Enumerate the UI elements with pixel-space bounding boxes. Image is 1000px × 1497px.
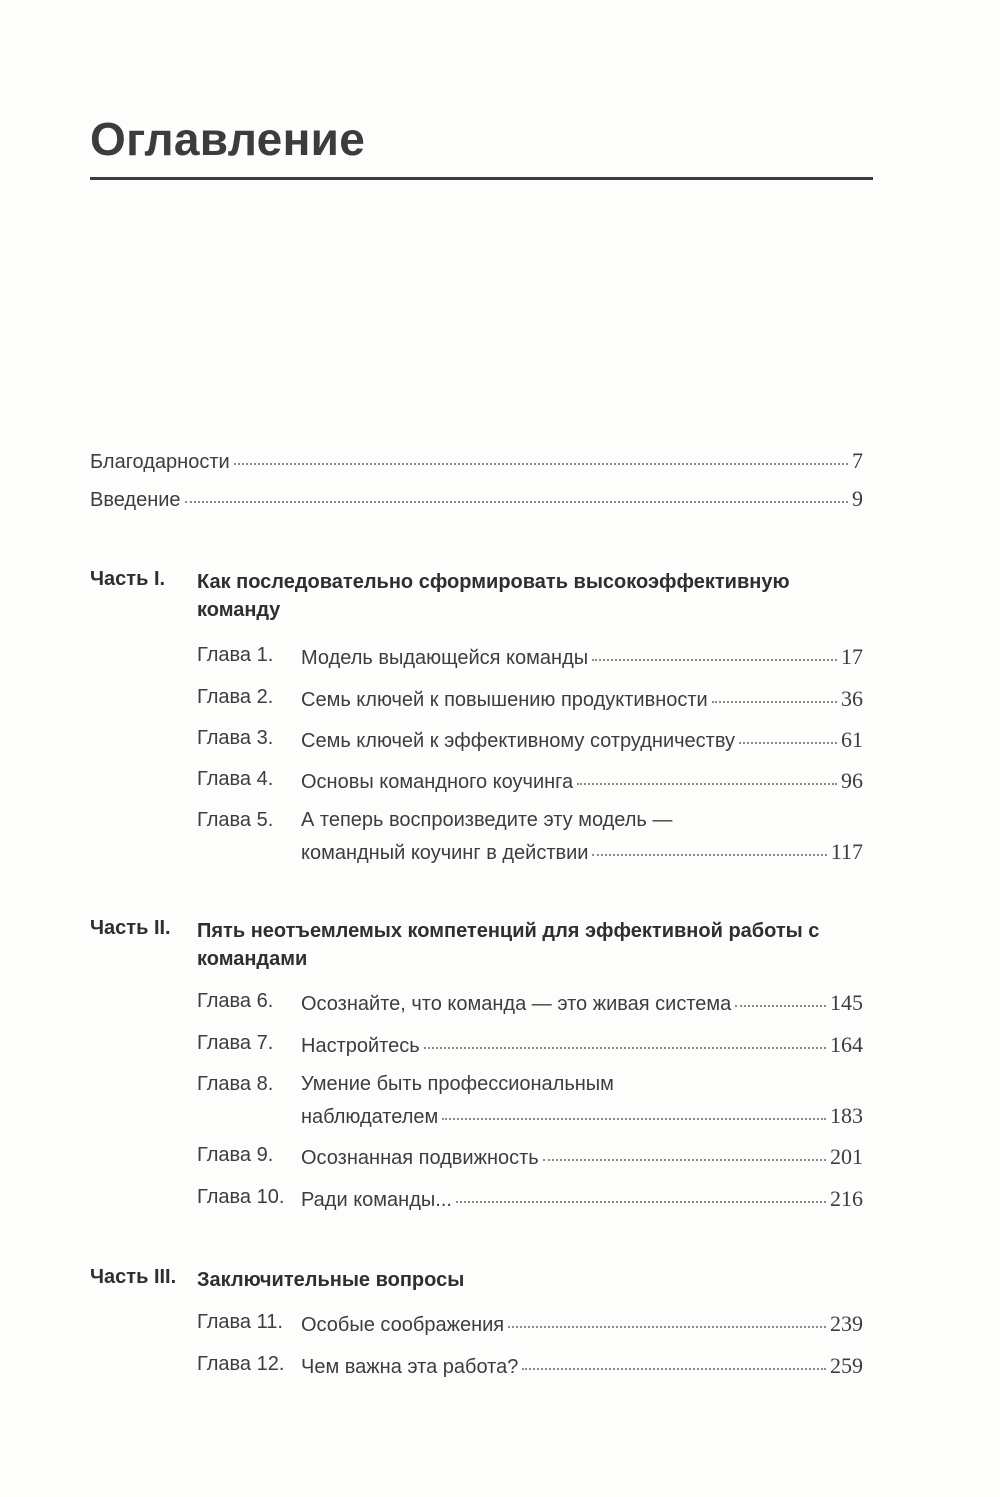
chapter-title: Семь ключей к эффективному сотрудничеству — [301, 730, 736, 752]
chapter-title: наблюдателем — [301, 1106, 439, 1128]
chapter-title: Настройтесь — [301, 1035, 420, 1057]
toc-page-number: 164 — [830, 1032, 863, 1057]
toc-page-number: 7 — [852, 448, 863, 473]
toc-entry-chapter-1[interactable] — [301, 644, 863, 670]
chapter-label: Глава 7. — [197, 1032, 274, 1054]
chapter-title: Основы командного коучинга — [301, 771, 574, 793]
dot-leader — [543, 1158, 826, 1161]
chapter-label: Глава 1. — [197, 644, 274, 666]
dot-leader — [592, 658, 837, 661]
toc-page-number: 117 — [830, 839, 863, 864]
chapter-title: Осознайте, что команда — это живая система — [301, 993, 732, 1015]
chapter-label: Глава 2. — [197, 686, 274, 708]
toc-entry-chapter-10[interactable] — [301, 1186, 863, 1212]
dot-leader — [577, 782, 837, 785]
title-underline — [90, 177, 873, 180]
dot-leader — [522, 1367, 826, 1370]
part-title: Как последовательно сформировать высокоэффективную командy — [197, 571, 790, 621]
toc-page-number: 9 — [852, 486, 863, 511]
dot-leader — [739, 741, 837, 744]
toc-entry-label: Введение — [90, 489, 181, 511]
toc-entry-chapter-6[interactable] — [301, 990, 863, 1016]
chapter-title-line1: Умение быть профессиональным — [301, 1073, 614, 1095]
part-label: Часть II. — [90, 917, 171, 939]
chapter-label: Глава 11. — [197, 1311, 283, 1333]
toc-entry-chapter-12[interactable] — [301, 1353, 863, 1379]
toc-page-number: 17 — [841, 644, 863, 669]
toc-entry-chapter-11[interactable] — [301, 1311, 863, 1337]
chapter-label: Глава 4. — [197, 768, 274, 790]
toc-page-number: 36 — [841, 686, 863, 711]
chapter-label: Глава 5. — [197, 809, 274, 831]
chapter-label: Глава 3. — [197, 727, 274, 749]
dot-leader — [508, 1325, 826, 1328]
toc-entry-chapter-3[interactable] — [301, 727, 863, 753]
toc-page-number: 239 — [830, 1311, 863, 1336]
toc-page-number: 216 — [830, 1186, 863, 1211]
chapter-label: Глава 8. — [197, 1073, 274, 1095]
dot-leader — [712, 700, 837, 703]
dot-leader — [424, 1046, 826, 1049]
toc-entry-label: Благодарности — [90, 451, 230, 473]
toc-entry-chapter-5[interactable] — [301, 839, 863, 865]
toc-entry-introduction[interactable] — [90, 486, 863, 512]
chapter-label: Глава 6. — [197, 990, 274, 1012]
part-title: Пять неотъемлемых компетенций для эффективной работы с командами — [197, 920, 820, 970]
toc-entry-chapter-8[interactable] — [301, 1103, 863, 1129]
toc-page-number: 201 — [830, 1144, 863, 1169]
dot-leader — [442, 1117, 826, 1120]
page-title: Оглавление — [90, 113, 366, 165]
toc-page-number: 259 — [830, 1353, 863, 1378]
part-label: Часть III. — [90, 1266, 177, 1288]
dot-leader — [592, 853, 826, 856]
toc-entry-acknowledgements[interactable] — [90, 448, 863, 474]
toc-entry-chapter-2[interactable] — [301, 686, 863, 712]
chapter-title: Модель выдающейся команды — [301, 647, 589, 669]
dot-leader — [185, 500, 848, 503]
chapter-title: Семь ключей к повышению продуктивности — [301, 689, 708, 711]
toc-entry-chapter-4[interactable] — [301, 768, 863, 794]
chapter-label: Глава 9. — [197, 1144, 274, 1166]
toc-entry-chapter-9[interactable] — [301, 1144, 863, 1170]
toc-page-number: 183 — [830, 1103, 863, 1128]
chapter-title: Особые соображения — [301, 1314, 505, 1336]
toc-entry-chapter-7[interactable] — [301, 1032, 863, 1058]
chapter-title: Чем важна эта работа? — [301, 1356, 519, 1378]
chapter-label: Глава 10. — [197, 1186, 285, 1208]
dot-leader — [456, 1200, 826, 1203]
dot-leader — [735, 1004, 826, 1007]
chapter-title: Осознанная подвижность — [301, 1147, 539, 1169]
toc-page-number: 96 — [841, 768, 863, 793]
toc-page-number: 145 — [830, 990, 863, 1015]
toc-page-number: 61 — [841, 727, 863, 752]
chapter-title: командный коучинг в действии — [301, 842, 589, 864]
chapter-label: Глава 12. — [197, 1353, 285, 1375]
dot-leader — [234, 462, 848, 465]
part-label: Часть I. — [90, 568, 166, 590]
part-title: Заключительные вопросы — [197, 1269, 465, 1291]
chapter-title-line1: А теперь воспроизведите эту модель — — [301, 809, 673, 831]
chapter-title: Ради команды... — [301, 1189, 452, 1211]
